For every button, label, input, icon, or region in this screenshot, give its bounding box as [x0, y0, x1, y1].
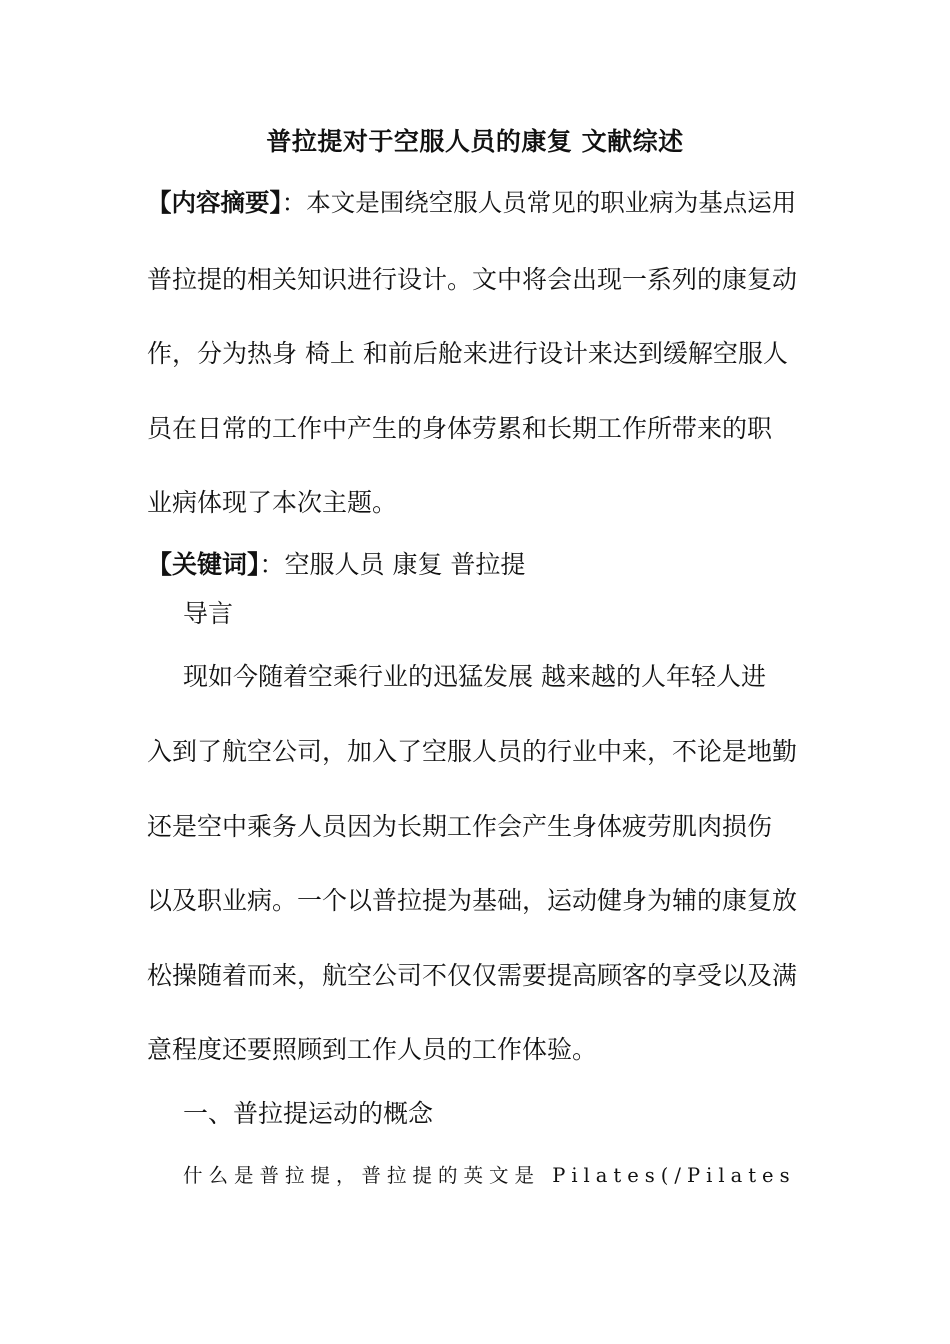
intro-line-5: 松操随着而来，航空公司不仅仅需要提高顾客的享受以及满: [147, 961, 798, 990]
intro-line-6: 意程度还要照顾到工作人员的工作体验。: [147, 1035, 598, 1064]
abstract-line-3: 作，分为热身 椅上 和前后舱来进行设计来达到缓解空服人: [147, 339, 788, 368]
section1-line-1: 什么是普拉提，普拉提的英文是 Pilates(/Pilates: [183, 1164, 796, 1187]
abstract-label: 【内容摘要】: [147, 188, 282, 217]
abstract-line-1: [147, 186, 796, 220]
keywords-label: 【关键词】: [147, 550, 260, 579]
abstract-line-5: 业病体现了本次主题。: [147, 488, 398, 517]
document-title: 普拉提对于空服人员的康复 文献综述: [266, 127, 684, 156]
keywords-line: [147, 548, 525, 582]
intro-line-3: 还是空中乘务人员因为长期工作会产生身体疲劳肌肉损伤: [147, 812, 773, 841]
intro-heading: 导言: [183, 599, 234, 628]
abstract-line-2: 普拉提的相关知识进行设计。文中将会出现一系列的康复动: [147, 265, 798, 294]
keywords-text: ：空服人员 康复 普拉提: [259, 550, 526, 579]
intro-line-1: 现如今随着空乘行业的迅猛发展 越来越的人年轻人进: [183, 662, 766, 691]
section1-heading: 一、普拉提运动的概念: [183, 1099, 434, 1128]
abstract-line-4: 员在日常的工作中产生的身体劳累和长期工作所带来的职: [147, 414, 773, 443]
abstract-text-1: ：本文是围绕空服人员常见的职业病为基点运用: [281, 188, 797, 217]
intro-line-2: 入到了航空公司，加入了空服人员的行业中来，不论是地勤: [147, 737, 798, 766]
intro-line-4: 以及职业病。一个以普拉提为基础，运动健身为辅的康复放: [147, 886, 798, 915]
